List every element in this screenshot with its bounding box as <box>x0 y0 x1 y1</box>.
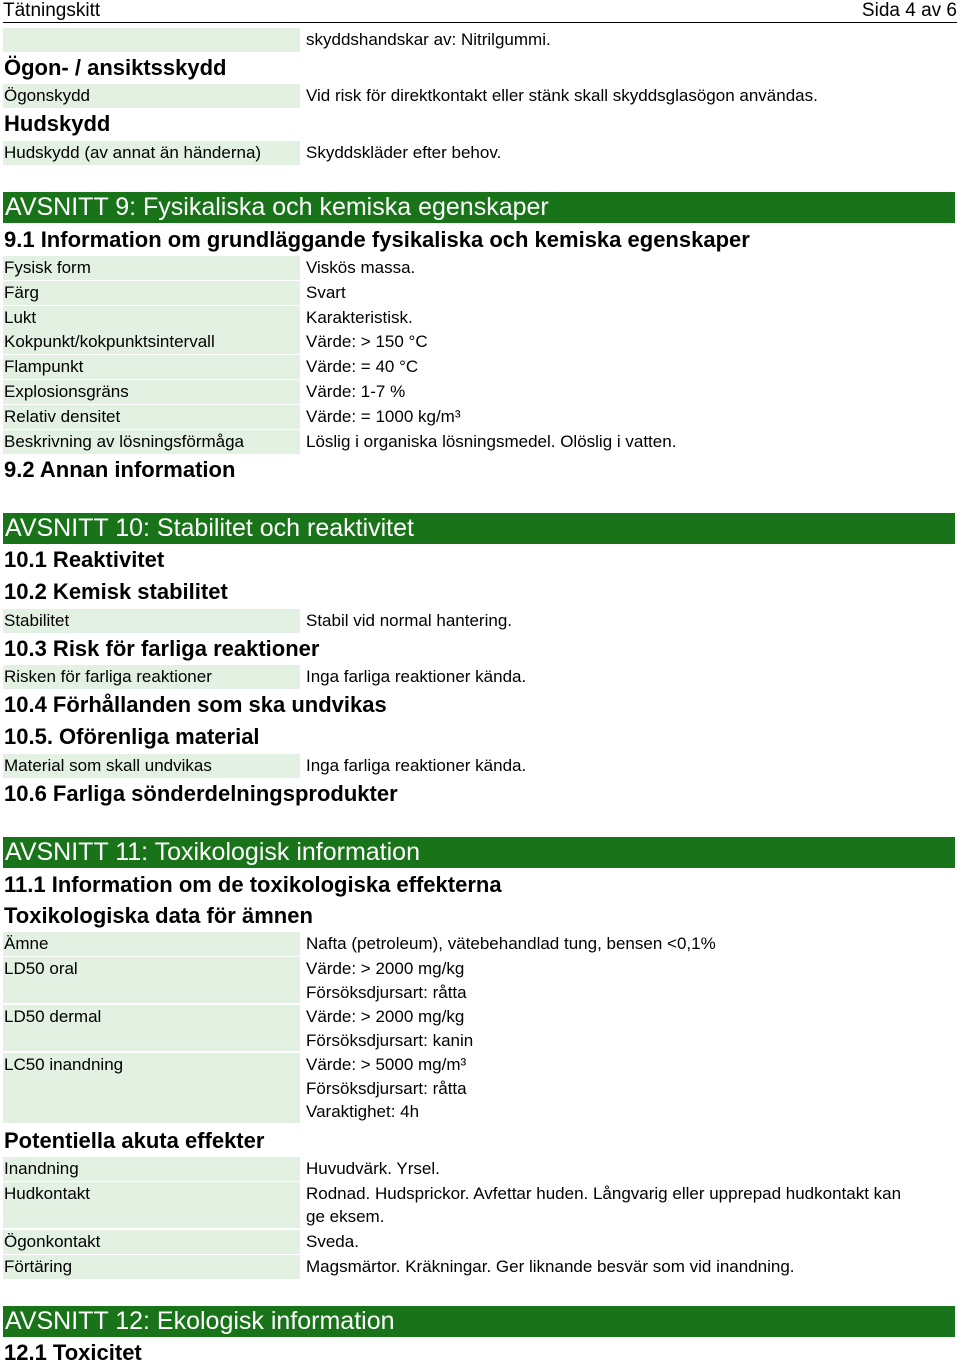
property-label: Relativ densitet <box>3 405 300 429</box>
skin-contact-value-cont: ge eksem. <box>306 1207 385 1226</box>
inhalation-label: Inandning <box>3 1157 300 1181</box>
header-divider <box>3 22 957 23</box>
eye-protection-label: Ögonskydd <box>3 84 300 108</box>
ld50-oral-species: Försöksdjursart: råtta <box>306 983 467 1002</box>
skin-protection-heading: Hudskydd <box>4 111 111 136</box>
section-10-3-heading: 10.3 Risk för farliga reaktioner <box>4 636 320 661</box>
tox-data-heading: Toxikologiska data för ämnen <box>4 903 313 928</box>
document-title: Tätningskitt <box>3 0 101 21</box>
incompatible-material-value: Inga farliga reaktioner kända. <box>306 756 527 775</box>
ld50-oral-label: LD50 oral <box>3 957 300 1003</box>
risk-value: Inga farliga reaktioner kända. <box>306 667 527 686</box>
section-10-1-heading: 10.1 Reaktivitet <box>4 547 165 572</box>
property-label: Explosionsgräns <box>3 380 300 404</box>
glove-value: skyddshandskar av: Nitrilgummi. <box>306 30 551 49</box>
section-9-2-heading: 9.2 Annan information <box>4 457 236 482</box>
skin-protection-value: Skyddskläder efter behov. <box>306 143 502 162</box>
ld50-dermal-label: LD50 dermal <box>3 1005 300 1051</box>
skin-protection-label: Hudskydd (av annat än händerna) <box>3 141 300 165</box>
substance-label: Ämne <box>3 932 300 956</box>
ld50-oral-value: Värde: > 2000 mg/kg <box>306 959 465 978</box>
incompatible-material-label: Material som skall undvikas <box>3 754 300 778</box>
property-label: Lukt <box>3 306 300 330</box>
inhalation-value: Huvudvärk. Yrsel. <box>306 1159 440 1178</box>
stability-value: Stabil vid normal hantering. <box>306 611 513 630</box>
property-label: Fysisk form <box>3 256 300 280</box>
section-10-6-heading: 10.6 Farliga sönderdelningsprodukter <box>4 781 398 806</box>
glove-label-cell <box>3 28 300 52</box>
section-12-header: AVSNITT 12: Ekologisk information <box>3 1306 955 1337</box>
page-number: Sida 4 av 6 <box>861 0 957 21</box>
lc50-inhalation-species: Försöksdjursart: råtta <box>306 1079 467 1098</box>
property-value: Värde: = 1000 kg/m³ <box>306 407 461 426</box>
section-10-header: AVSNITT 10: Stabilitet och reaktivitet <box>3 513 955 544</box>
section-10-2-heading: 10.2 Kemisk stabilitet <box>4 579 228 604</box>
eye-protection-heading: Ögon- / ansiktsskydd <box>4 55 227 80</box>
section-9-1-heading: 9.1 Information om grundläggande fysikaliska och kemiska egenskaper <box>4 227 750 252</box>
property-label: Flampunkt <box>3 355 300 379</box>
ld50-dermal-value: Värde: > 2000 mg/kg <box>306 1007 465 1026</box>
lc50-inhalation-value: Värde: > 5000 mg/m³ <box>306 1055 467 1074</box>
stability-label: Stabilitet <box>3 609 300 633</box>
skin-contact-value: Rodnad. Hudsprickor. Avfettar huden. Långvarig eller upprepad hudkontakt kan <box>306 1184 902 1203</box>
property-value: Viskös massa. <box>306 258 416 277</box>
section-11-header: AVSNITT 11: Toxikologisk information <box>3 837 955 868</box>
eye-contact-label: Ögonkontakt <box>3 1230 300 1254</box>
skin-contact-label: Hudkontakt <box>3 1182 300 1228</box>
property-value: Värde: = 40 °C <box>306 357 419 376</box>
property-value: Löslig i organiska lösningsmedel. Olöslig i vatten. <box>306 432 677 451</box>
property-value: Värde: 1-7 % <box>306 382 406 401</box>
acute-effects-heading: Potentiella akuta effekter <box>4 1128 265 1153</box>
ingestion-value: Magsmärtor. Kräkningar. Ger liknande besvär som vid inandning. <box>306 1257 795 1276</box>
property-value: Svart <box>306 283 346 302</box>
eye-contact-value: Sveda. <box>306 1232 359 1251</box>
property-value: Värde: > 150 °C <box>306 332 428 351</box>
section-12-1-heading: 12.1 Toxicitet <box>4 1340 142 1365</box>
property-value: Karakteristisk. <box>306 308 413 327</box>
property-label: Beskrivning av lösningsförmåga <box>3 430 300 454</box>
risk-label: Risken för farliga reaktioner <box>3 665 300 689</box>
section-11-1-heading: 11.1 Information om de toxikologiska effekterna <box>4 872 502 897</box>
lc50-inhalation-label: LC50 inandning <box>3 1053 300 1123</box>
ingestion-label: Förtäring <box>3 1255 300 1279</box>
section-10-4-heading: 10.4 Förhållanden som ska undvikas <box>4 692 387 717</box>
ld50-dermal-species: Försöksdjursart: kanin <box>306 1031 474 1050</box>
substance-value: Nafta (petroleum), vätebehandlad tung, bensen <0,1% <box>306 934 716 953</box>
property-label: Kokpunkt/kokpunktsintervall <box>3 330 300 354</box>
lc50-inhalation-duration: Varaktighet: 4h <box>306 1102 420 1121</box>
section-10-5-heading: 10.5. Oförenliga material <box>4 724 260 749</box>
section-9-header: AVSNITT 9: Fysikaliska och kemiska egenskaper <box>3 192 955 223</box>
property-label: Färg <box>3 281 300 305</box>
eye-protection-value: Vid risk för direktkontakt eller stänk skall skyddsglasögon användas. <box>306 86 818 105</box>
